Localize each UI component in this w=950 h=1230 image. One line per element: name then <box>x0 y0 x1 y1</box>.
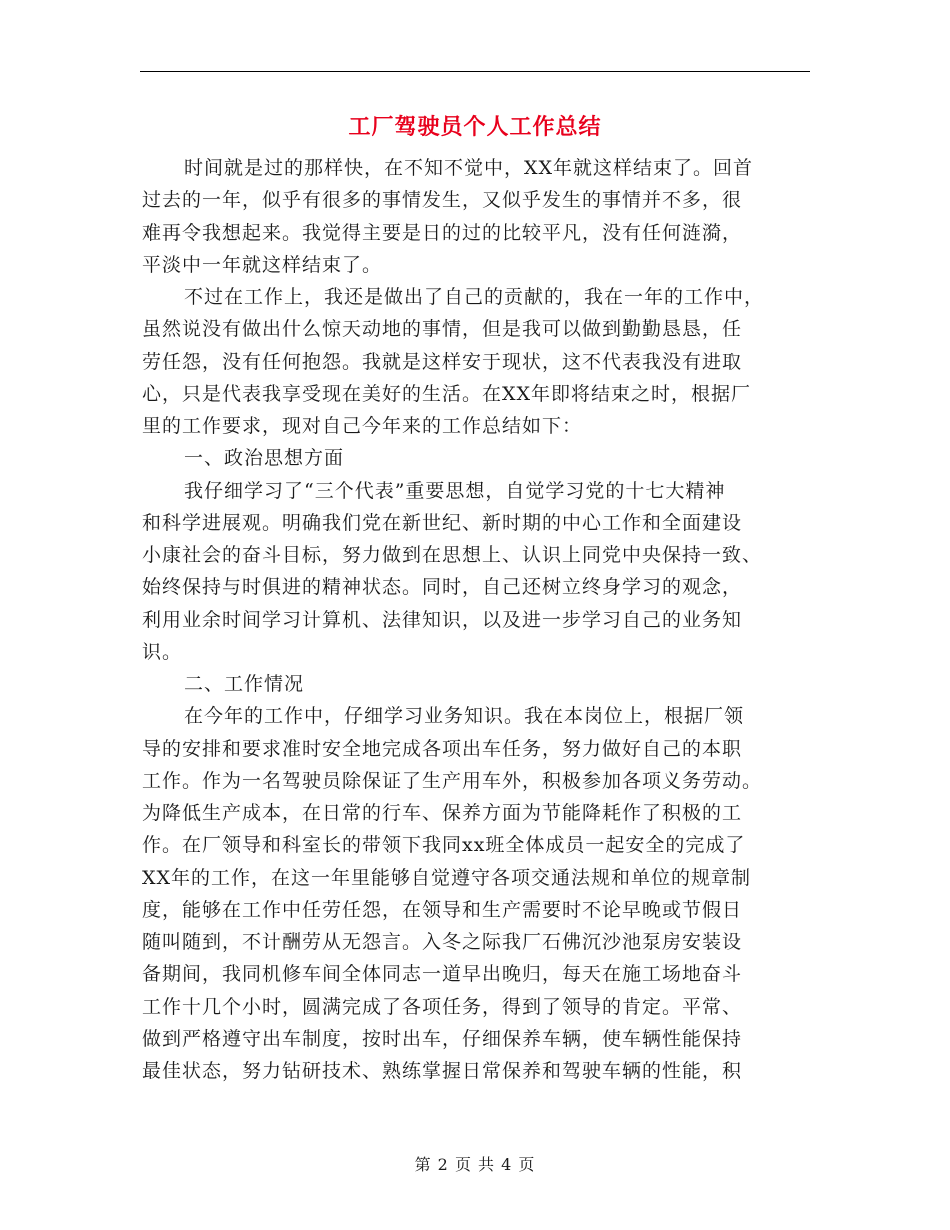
text-line: 备期间，我同机修车间全体同志一道早出晚归，每天在施工场地奋斗 <box>142 963 743 986</box>
text-line: 小康社会的奋斗目标，努力做到在思想上、认识上同党中央保持一致、 <box>142 544 763 566</box>
text-line: 工作。作为一名驾驶员除保证了生产用车外，积极参加各项义务劳动。 <box>142 769 763 792</box>
text-line: 最佳状态，努力钻研技术、熟练掌握日常保养和驾驶车辆的性能，积 <box>142 1060 743 1082</box>
text-line: 作。在厂领导和科室长的带领下我同xx班全体成员一起安全的完成了 <box>142 834 746 857</box>
text-line: 二、工作情况 <box>184 673 305 695</box>
text-line: 里的工作要求，现对自己今年来的工作总结如下： <box>142 415 583 437</box>
text-line: XX年的工作，在这一年里能够自觉遵守各项交通法规和单位的规章制 <box>142 866 752 889</box>
text-line: 利用业余时间学习计算机、法律知识，以及进一步学习自己的业务知 <box>142 608 743 631</box>
document-body <box>142 152 810 1087</box>
text-line: 平淡中一年就这样结束了。 <box>142 253 383 276</box>
text-line: 导的安排和要求准时安全地完成各项出车任务，努力做好自己的本职 <box>142 737 743 760</box>
page-number: 第 2 页 共 4 页 <box>414 1155 536 1174</box>
text-line: 过去的一年，似乎有很多的事情发生，又似乎发生的事情并不多，很 <box>142 189 743 212</box>
text-line: 心，只是代表我享受现在美好的生活。在XX年即将结束之时，根据厂 <box>142 382 752 405</box>
header-rule <box>140 71 810 72</box>
text-line: 工作十几个小时，圆满完成了各项任务，得到了领导的肯定。平常、 <box>142 995 743 1018</box>
text-line: 和科学进展观。明确我们党在新世纪、新时期的中心工作和全面建设 <box>142 511 743 534</box>
text-line: 难再令我想起来。我觉得主要是日的过的比较平凡，没有任何涟漪， <box>142 221 743 244</box>
text-line: 我仔细学习了“三个代表”重要思想，自觉学习党的十七大精神 <box>184 479 726 502</box>
text-line: 为降低生产成本，在日常的行车、保养方面为节能降耗作了积极的工 <box>142 802 743 824</box>
text-line: 识。 <box>142 640 183 663</box>
text-line: 随叫随到，不计酬劳从无怨言。入冬之际我厂石佛沉沙池泵房安装设 <box>142 931 743 953</box>
text-line: 度，能够在工作中任劳任怨，在领导和生产需要时不论早晚或节假日 <box>142 898 743 921</box>
document-title: 工厂驾驶员个人工作总结 <box>348 114 602 140</box>
text-line: 做到严格遵守出车制度，按时出车，仔细保养车辆，使车辆性能保持 <box>142 1027 743 1050</box>
text-line: 始终保持与时俱进的精神状态。同时，自己还树立终身学习的观念， <box>142 576 743 599</box>
text-line: 一、政治思想方面 <box>184 447 345 470</box>
text-line: 时间就是过的那样快，在不知不觉中，XX年就这样结束了。回首 <box>184 157 754 179</box>
text-line: 劳任怨，没有任何抱怨。我就是这样安于现状，这不代表我没有进取 <box>142 350 743 373</box>
text-line: 在今年的工作中，仔细学习业务知识。我在本岗位上，根据厂领 <box>184 705 745 728</box>
text-line: 虽然说没有做出什么惊天动地的事情，但是我可以做到勤勤恳恳，任 <box>142 318 743 341</box>
text-line: 不过在工作上，我还是做出了自己的贡献的，我在一年的工作中， <box>184 286 765 308</box>
